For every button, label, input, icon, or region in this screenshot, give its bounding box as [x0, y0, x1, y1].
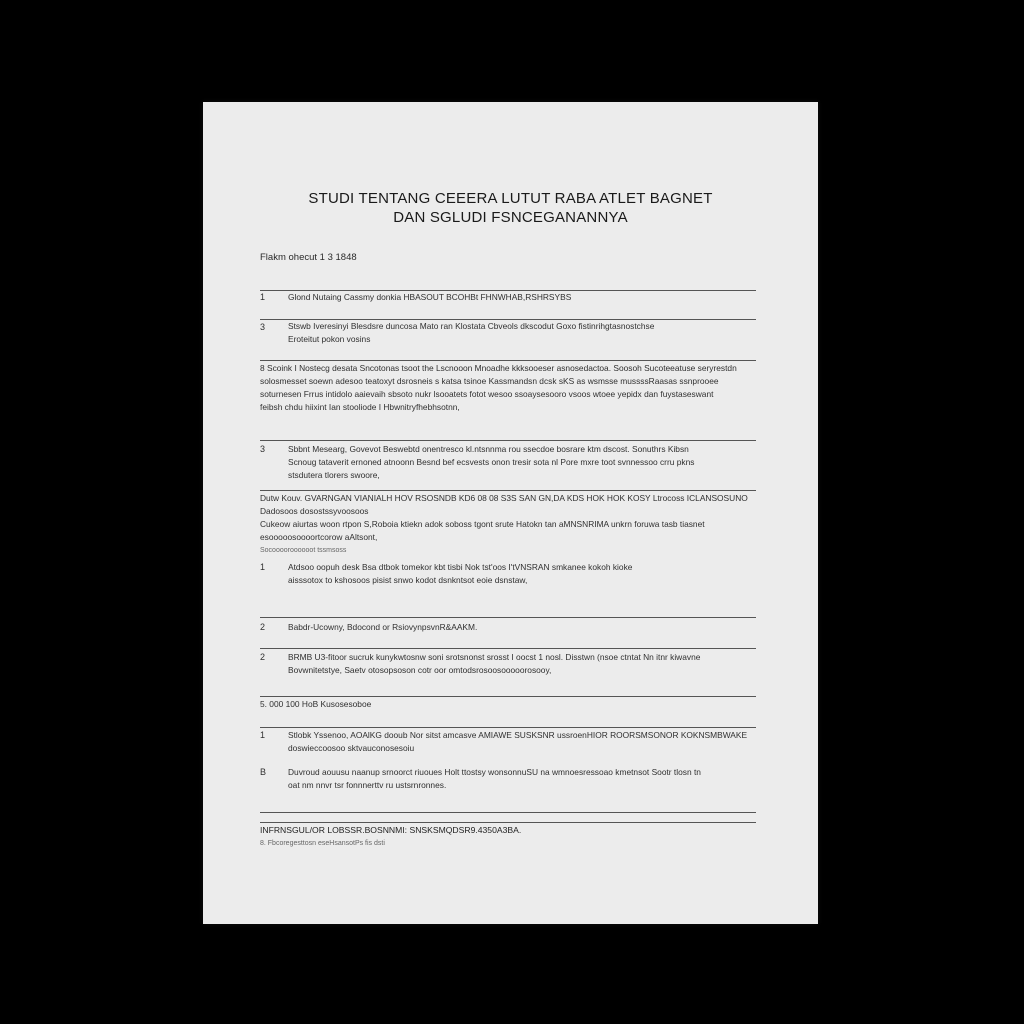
- document-title-line-1: STUDI TENTANG CEEERA LUTUT RABA ATLET BAGNET: [308, 190, 713, 207]
- section-text: [288, 561, 758, 587]
- section-divider: [260, 360, 756, 361]
- text-line: Cukeow aiurtas woon rtpon S,Roboia ktiekn adok soboss tgont srute Hatokn tan aMNSNRIMA unkrn foruwa tasb tiasnet: [260, 519, 705, 529]
- text-line: feibsh chdu hiixint Ian stooliode I Hbwnitryfhebhsotnn,: [260, 402, 460, 412]
- document-title-line-2: DAN SGLUDI FSNCEGANANNYA: [393, 209, 628, 226]
- section-number: 3: [260, 322, 266, 332]
- text-line: Babdr-Ucowny, Bdocond or RsiovynpsvnR&AAKM.: [288, 622, 478, 632]
- text-line: 8. Fbcoregesttosn eseHsansotPs fis dsti: [260, 840, 385, 847]
- section-number: 2: [260, 652, 266, 662]
- text-line: Atdsoo oopuh desk Bsa dtbok tomekor kbt tisbi Nok tst'oos I'tVNSRAN smkanee kokoh kioke: [288, 562, 633, 572]
- text-line: Socooooroooooot tssmsoss: [260, 547, 347, 554]
- section-number: 2: [260, 622, 266, 632]
- footer-divider: [260, 822, 756, 823]
- section-text: [288, 443, 758, 482]
- text-line: BRMB U3-fitoor sucruk kunykwtosnw soni srotsnonst srosst I oocst 1 nosl. Disstwn (nsoe ctntat Nn itnr kiwavne: [288, 652, 701, 662]
- section-divider: [260, 648, 756, 649]
- section-note: [260, 544, 560, 557]
- section-divider: [260, 490, 756, 491]
- text-line: INFRNSGUL/OR LOBSSR.BOSNNMI: SNSKSMQDSR9.4350A3BA.: [260, 825, 522, 835]
- section-number: 1: [260, 562, 266, 572]
- text-line: Stlobk Yssenoo, AOAlKG dooub Nor sitst amcasve AMIAWE SUSKSNR ussroenHIOR ROORSMSONOR KOKNSMBWAKE: [288, 730, 748, 740]
- text-line: soturnesen Frrus intidolo aaievaih sbsoto nukr lsooatets fotot wesoo ssoaysesooro vsoos wtoee yepidx dan fuystaseswant: [260, 389, 714, 399]
- footer-text: [260, 824, 730, 837]
- text-line: Eroteitut pokon vosins: [288, 334, 371, 344]
- text-line: stsdutera tlorers swoore,: [288, 470, 380, 480]
- section-divider: [260, 617, 756, 618]
- text-line: Glond Nutaing Cassmy donkia HBASOUT BCOHBt FHNWHAB,RSHRSYBS: [288, 292, 572, 302]
- section-divider: [260, 812, 756, 813]
- section-number: 1: [260, 730, 266, 740]
- footer-note: [260, 837, 560, 850]
- text-line: Sbbnt Mesearg, Govevot Beswebtd onentresco kl.ntsnnma rou ssecdoe bosrare ktm dscost. Sonuthrs Kibsn: [288, 444, 689, 454]
- text-line: Scnoug tataverit ernoned atnoonn Besnd bef ecsvests onon tresir sota nl Pore mxre toot svnnessoo crru pkns: [288, 457, 695, 467]
- text-line: esooooosoooortcorow aAltsont,: [260, 532, 378, 542]
- section-number: 3: [260, 444, 266, 454]
- text-line: doswieccoosoo sktvauconosesoiu: [288, 743, 415, 753]
- section-text: [288, 766, 758, 792]
- section-paragraph: [260, 492, 760, 544]
- text-line: Dadosoos dosostssyvoosoos: [260, 506, 369, 516]
- section-text: [288, 651, 758, 677]
- section-paragraph: [260, 362, 760, 414]
- text-line: Duvroud aouusu naanup srnoorct riuoues Holt ttostsy wonsonnuSU na wmnoesressoao kmetnsot Sootr tlosn tn: [288, 767, 701, 777]
- text-line: 5. 000 100 HoB Kusosesoboe: [260, 699, 372, 709]
- section-divider: [260, 696, 756, 697]
- text-line: Bovwnitetstye, Saetv otosopsoson cotr oor omtodsrosoosooooorosooy,: [288, 665, 552, 675]
- document-page: [203, 102, 818, 924]
- section-number: 1: [260, 292, 266, 302]
- section-text: [288, 291, 758, 304]
- text-line: Stswb Iveresinyi Blesdsre duncosa Mato ran Klostata Cbveols dkscodut Goxo fistinrihgtasnostchse: [288, 321, 655, 331]
- section-text: [288, 621, 758, 634]
- text-line: solosmesset soewn adesoo teatoxyt dsrosneis s katsa tsinoe Kassmandsn dcsk sKS as wsmsse mussssRaasas ssnprooee: [260, 376, 719, 386]
- section-divider: [260, 440, 756, 441]
- text-line: 8 Scoink I Nostecg desata Sncotonas tsoot the Lscnooon Mnoadhe kkksooeser asnosedactoa. Soosoh Sucoteeatuse seryrestdn: [260, 363, 737, 373]
- section-divider: [260, 727, 756, 728]
- section-text: [260, 698, 730, 711]
- section-text: [288, 320, 758, 346]
- section-number: B: [260, 767, 267, 777]
- text-line: oat nm nnvr tsr fonnnerttv ru ustsrnronnes.: [288, 780, 447, 790]
- text-line: aisssotox to kshosoos pisist snwo kodot dsnkntsot eoie dsnstaw,: [288, 575, 528, 585]
- document-meta: Flakm ohecut 1 3 1848: [260, 252, 357, 263]
- text-line: Dutw Kouv. GVARNGAN VIANIALH HOV RSOSNDB KD6 08 08 S3S SAN GN,DA KDS HOK HOK KOSY Ltrocoss ICLANSOSUNO: [260, 493, 748, 503]
- section-text: [288, 729, 758, 755]
